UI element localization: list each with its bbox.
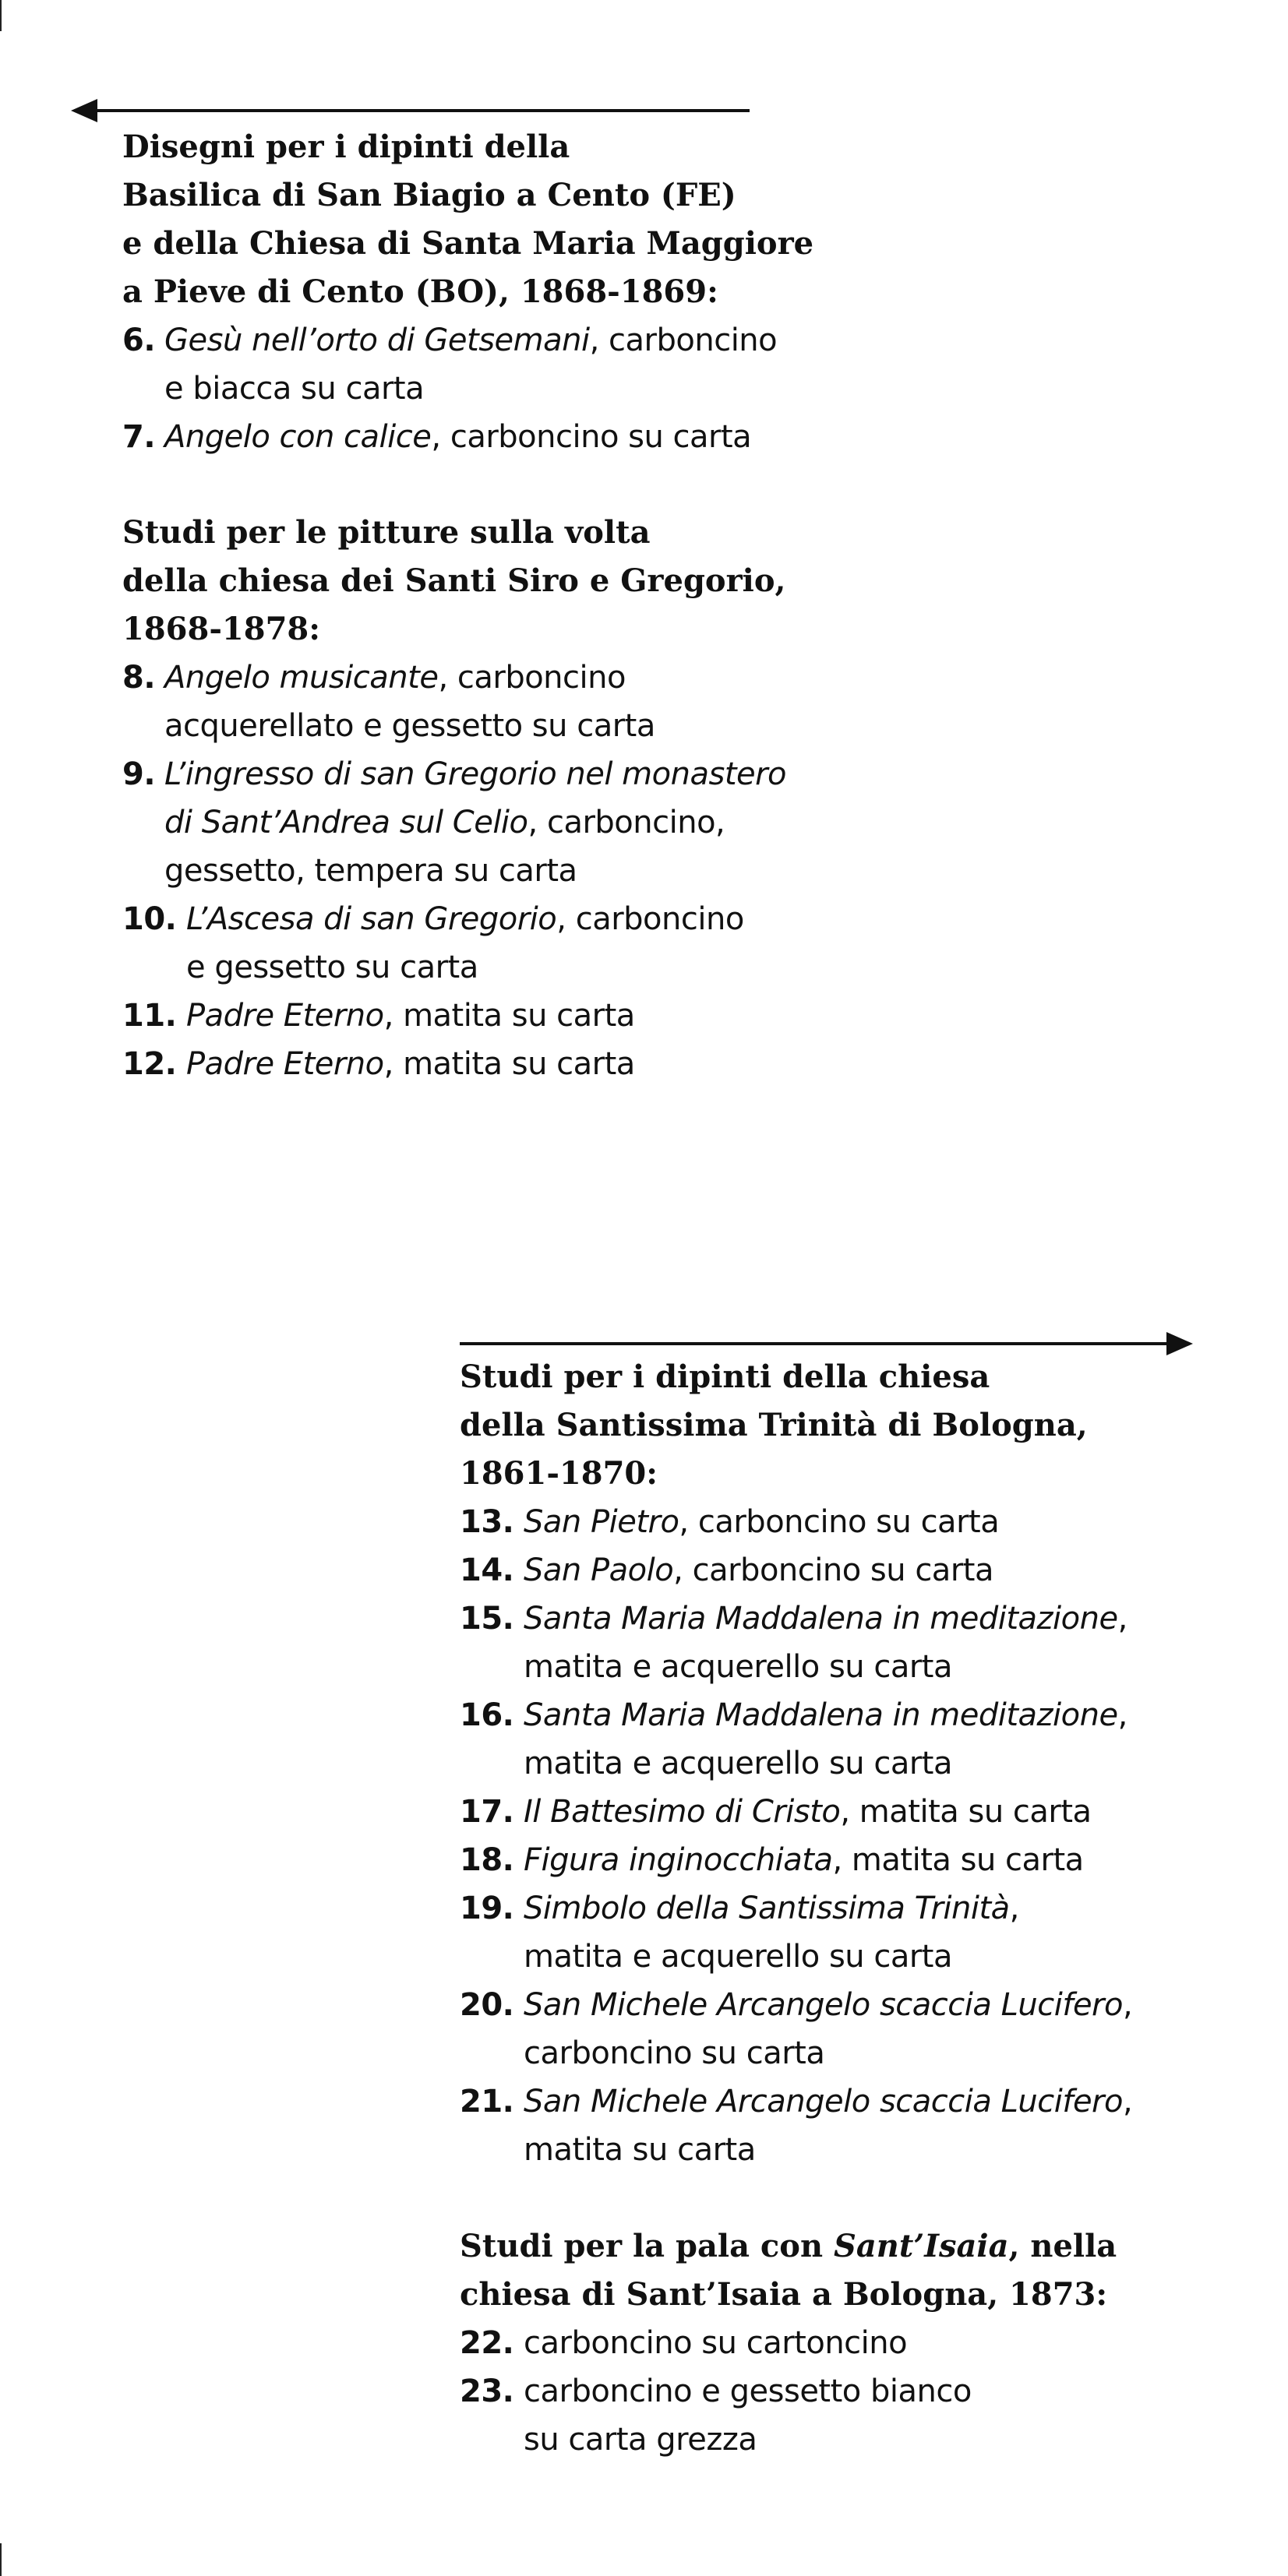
item-medium: , matita su carta — [383, 1046, 635, 1082]
section-heading — [460, 2222, 1247, 2319]
item-number: 12. — [122, 1046, 177, 1082]
item-medium: , — [1122, 1987, 1133, 2023]
item-title: San Michele Arcangelo scaccia Lucifero — [524, 2084, 1123, 2120]
list-item-15 — [460, 1595, 1247, 1691]
item-number: 9. — [122, 756, 156, 792]
item-text — [524, 1498, 1247, 1546]
item-text — [164, 316, 870, 365]
page-edge-top-left — [0, 0, 2, 31]
item-medium-continued: matita e acquerello su carta — [524, 1939, 953, 1975]
item-number: 16. — [460, 1697, 514, 1733]
item-number: 22. — [460, 2325, 514, 2361]
item-text — [186, 1040, 870, 1088]
right-arrow — [460, 1342, 1166, 1345]
item-text — [524, 1836, 1247, 1884]
item-text — [164, 413, 870, 461]
item-number: 23. — [460, 2373, 514, 2409]
item-number: 14. — [460, 1552, 514, 1588]
list-item-21 — [460, 2077, 1247, 2174]
item-medium: , — [1117, 1601, 1127, 1637]
item-medium-continued: su carta grezza — [524, 2422, 757, 2458]
section-santissima-trinita — [460, 1353, 1247, 2174]
item-number: 20. — [460, 1987, 514, 2023]
item-medium-continued: matita su carta — [524, 2132, 756, 2168]
list-item-10 — [122, 895, 870, 992]
item-number: 13. — [460, 1504, 514, 1540]
section-basilica-san-biagio — [122, 123, 870, 461]
list-item-22 — [460, 2319, 1247, 2367]
item-text — [186, 992, 870, 1040]
heading-line: chiesa di Sant’Isaia a Bologna, 1873: — [460, 2276, 1108, 2313]
item-number: 6. — [122, 322, 156, 358]
list-item-18 — [460, 1836, 1247, 1884]
list-item-11 — [122, 992, 870, 1040]
left-arrow — [97, 109, 750, 112]
item-number: 19. — [460, 1891, 514, 1926]
list-item-7 — [122, 413, 870, 461]
list-item-6 — [122, 316, 870, 413]
item-text — [186, 895, 870, 943]
heading-line: della chiesa dei Santi Siro e Gregorio, — [122, 562, 786, 599]
item-medium: , — [1122, 2084, 1133, 2120]
heading-line: e della Chiesa di Santa Maria Maggiore — [122, 225, 814, 262]
item-medium: carboncino e gessetto bianco — [524, 2373, 972, 2409]
item-number: 17. — [460, 1794, 514, 1830]
heading-line: Studi per le pitture sulla volta — [122, 514, 651, 551]
item-text — [524, 1691, 1247, 1739]
item-title: Santa Maria Maddalena in meditazione — [524, 1697, 1118, 1733]
item-text — [524, 1595, 1247, 1643]
item-number: 11. — [122, 998, 177, 1034]
item-text — [524, 1884, 1247, 1933]
item-medium: , matita su carta — [840, 1794, 1092, 1830]
item-title: Il Battesimo di Cristo — [524, 1794, 841, 1830]
item-medium: , carboncino — [556, 901, 744, 937]
item-medium-continued: e biacca su carta — [164, 371, 425, 407]
item-title: Padre Eterno — [186, 1046, 384, 1082]
item-medium-continued: acquerellato e gessetto su carta — [164, 708, 655, 744]
item-title: Figura inginocchiata — [524, 1842, 833, 1878]
item-medium-continued: carboncino su carta — [524, 2035, 825, 2071]
item-title: Padre Eterno — [186, 998, 384, 1034]
heading-line: della Santissima Trinità di Bologna, — [460, 1407, 1088, 1443]
item-medium-continued: e gessetto su carta — [186, 950, 478, 985]
list-item-9 — [122, 750, 870, 895]
list-item-23 — [460, 2367, 1247, 2464]
heading-text: , nella — [1008, 2228, 1117, 2264]
list-item-12 — [122, 1040, 870, 1088]
item-text — [524, 1981, 1247, 2029]
list-item-19 — [460, 1884, 1247, 1981]
section-heading — [122, 123, 870, 316]
item-medium-continued: matita e acquerello su carta — [524, 1649, 953, 1685]
item-medium: , carboncino su carta — [673, 1552, 993, 1588]
item-text — [164, 798, 870, 847]
list-item-20 — [460, 1981, 1247, 2077]
item-title: Angelo con calice — [164, 419, 432, 455]
section-santi-siro-gregorio — [122, 509, 870, 1088]
item-title: L’ingresso di san Gregorio nel monastero — [164, 756, 787, 792]
item-medium: , matita su carta — [832, 1842, 1084, 1878]
item-number: 8. — [122, 660, 156, 696]
heading-line: a Pieve di Cento (BO), 1868-1869: — [122, 273, 718, 310]
item-number: 10. — [122, 901, 177, 937]
item-number: 21. — [460, 2084, 514, 2120]
heading-line: Studi per i dipinti della chiesa — [460, 1358, 990, 1395]
item-medium: , carboncino — [438, 660, 626, 696]
item-number: 7. — [122, 419, 156, 455]
section-heading — [460, 1353, 1247, 1498]
item-medium: , carboncino, — [528, 805, 725, 840]
section-heading — [122, 509, 870, 654]
item-title-continued: di Sant’Andrea sul Celio — [164, 805, 528, 840]
list-item-13 — [460, 1498, 1247, 1546]
item-title: Gesù nell’orto di Getsemani — [164, 322, 590, 358]
item-title: Santa Maria Maddalena in meditazione — [524, 1601, 1118, 1637]
item-text — [164, 654, 870, 702]
heading-line: 1861-1870: — [460, 1455, 658, 1492]
item-medium-continued: matita e acquerello su carta — [524, 1746, 953, 1781]
item-number: 15. — [460, 1601, 514, 1637]
item-title: Angelo musicante — [164, 660, 439, 696]
heading-text: Studi per la pala con — [460, 2228, 834, 2264]
section-sant-isaia — [460, 2222, 1247, 2464]
item-medium: , carboncino — [589, 322, 778, 358]
item-medium: , matita su carta — [383, 998, 635, 1034]
item-text — [524, 2077, 1247, 2126]
heading-line: Basilica di San Biagio a Cento (FE) — [122, 177, 736, 213]
heading-line — [460, 2222, 1247, 2271]
heading-line: Disegni per i dipinti della — [122, 129, 570, 165]
item-medium: , carboncino su carta — [679, 1504, 1000, 1540]
heading-line: 1868-1878: — [122, 611, 321, 647]
list-item-8 — [122, 654, 870, 750]
item-title: San Pietro — [524, 1504, 679, 1540]
item-medium: , — [1117, 1697, 1127, 1733]
item-medium: carboncino su cartoncino — [524, 2325, 908, 2361]
item-text — [524, 1788, 1247, 1836]
item-title: Simbolo della Santissima Trinità — [524, 1891, 1010, 1926]
list-item-16 — [460, 1691, 1247, 1788]
list-item-17 — [460, 1788, 1247, 1836]
heading-italic-title: Sant’Isaia — [833, 2228, 1009, 2264]
item-title: San Paolo — [524, 1552, 674, 1588]
item-title: San Michele Arcangelo scaccia Lucifero — [524, 1987, 1123, 2023]
item-medium: , — [1009, 1891, 1019, 1926]
list-item-14 — [460, 1546, 1247, 1595]
item-medium-continued: gessetto, tempera su carta — [164, 853, 577, 889]
item-text — [524, 1546, 1247, 1595]
item-number: 18. — [460, 1842, 514, 1878]
item-title: L’Ascesa di san Gregorio — [186, 901, 557, 937]
page-edge-bottom-left — [0, 2543, 2, 2576]
item-medium: , carboncino su carta — [431, 419, 752, 455]
